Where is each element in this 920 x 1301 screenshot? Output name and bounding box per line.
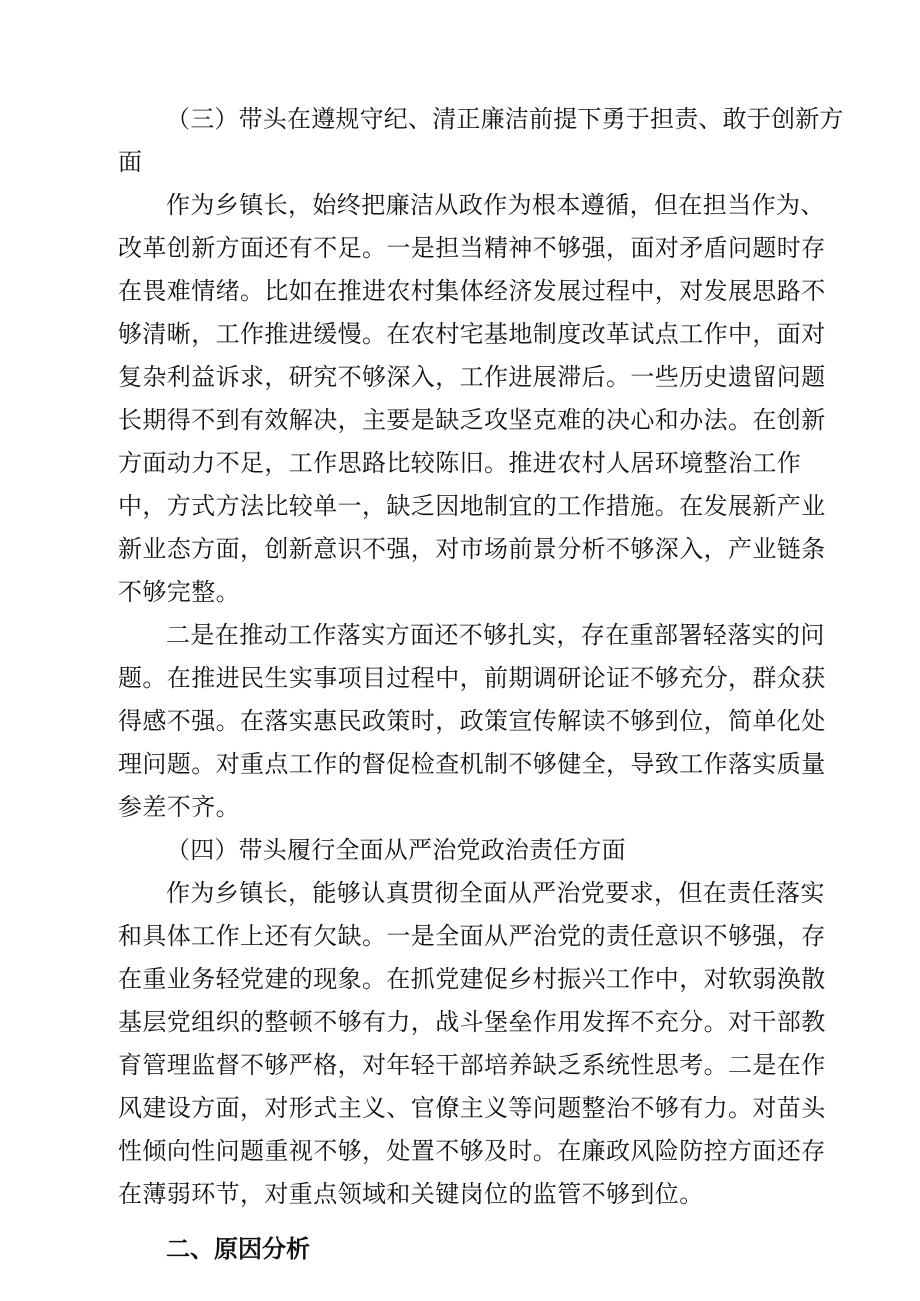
- section-title-cause-analysis: 二、原因分析: [166, 1235, 310, 1263]
- document-body: [118, 98, 844, 1271]
- subheading-four: （四）带头履行全面从严治党政治责任方面: [166, 836, 626, 864]
- paragraph-responsibility-innovation: 作为乡镇长，始终把廉洁从政作为根本遵循，但在担当作为、改革创新方面还有不足。一是担当精神不够强，面对矛盾问题时存在畏难情绪。比如在推进农村集体经济发展过程中，对发展思路不够清晰，工作推进缓慢。在农村宅基地制度改革试点工作中，面对复杂利益诉求，研究不够深入，工作进展滞后。一些历史遗留问题长期得不到有效解决，主要是缺乏攻坚克难的决心和办法。在创新方面动力不足，工作思路比较陈旧。推进农村人居环境整治工作中，方式方法比较单一，缺乏因地制宜的工作措施。在发展新产业新业态方面，创新意识不强，对市场前景分析不够深入，产业链条不够完整。: [118, 191, 826, 606]
- paragraph-party-governance: 作为乡镇长，能够认真贯彻全面从严治党要求，但在责任落实和具体工作上还有欠缺。一是全面从严治党的责任意识不够强，存在重业务轻党建的现象。在抓党建促乡村振兴工作中，对软弱涣散基层党组织的整顿不够有力，战斗堡垒作用发挥不充分。对干部教育管理监督不够严格，对年轻干部培养缺乏系统性思考。二是在作风建设方面，对形式主义、官僚主义等问题整治不够有力。对苗头性倾向性问题重视不够，处置不够及时。在廉政风险防控方面还存在薄弱环节，对重点领域和关键岗位的监管不够到位。: [118, 879, 826, 1208]
- subheading-three: （三）带头在遵规守纪、清正廉洁前提下勇于担责、敢于创新方面: [118, 105, 844, 176]
- paragraph-work-implementation: 二是在推动工作落实方面还不够扎实，存在重部署轻落实的问题。在推进民生实事项目过程中，前期调研论证不够充分，群众获得感不强。在落实惠民政策时，政策宣传解读不够到位，简单化处理问题。对重点工作的督促检查机制不够健全，导致工作落实质量参差不齐。: [118, 621, 826, 821]
